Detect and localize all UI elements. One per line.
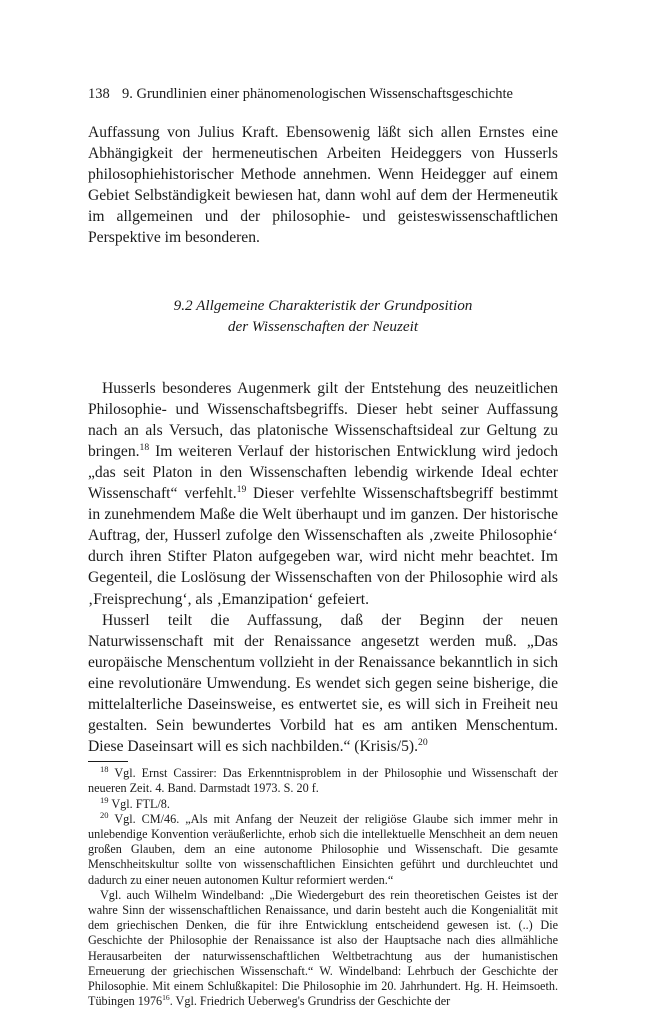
paragraph-2-part-2: Im weiteren Verlauf der historischen Entwicklung wird jedoch „das seit Platon in den Wissenschaften lebendig wirkende Ideal echter Wissenschaft“ verfehlt. [88, 442, 558, 503]
section-heading [88, 295, 558, 337]
footnote-19 [88, 794, 558, 812]
footnote-20-continuation-tail: . Vgl. Friedrich Ueberweg's Grundriss der Geschichte der [169, 994, 451, 1009]
paragraph-1: Auffassung von Julius Kraft. Ebensowenig läßt sich allen Ernstes eine Abhängigkeit der hermeneutischen Arbeiten Heideggers von Husserls philosophiehistorischer Methode annehmen. Wenn Heidegger auf einem Gebiet Selbständigkeit bewiesen hat, dann wohl auf dem der Hermeneutik im allgemeinen und der philosophie- und geisteswissenschaftlichen Perspektive im besonderen. [88, 124, 558, 247]
paragraph-2-part-1: Husserls besonderes Augenmerk gilt der Entstehung des neuzeitlichen Philosophie- und Wissenschaftsbegriffs. Dieser hebt seiner Auffassung nach an als Versuch, das platonische Wissenschaftsideal zur Geltung zu bringen. [88, 379, 558, 460]
paragraph-2 [88, 378, 558, 610]
book-page [88, 84, 558, 1010]
footnote-ref-18[interactable]: 18 [139, 441, 150, 453]
section-heading-line-2: der Wissenschaften der Neuzeit [227, 317, 419, 335]
page-number: 138 [88, 86, 110, 102]
footnote-mark-18: 18 [100, 764, 109, 775]
footnotes [88, 766, 558, 1009]
paragraph-3-text: Husserl teilt die Auffassung, daß der Beginn der neuen Naturwissenschaft mit der Renaissance angesetzt werden muß. „Das europäische Menschentum vollzieht in der Renaissance bekanntlich in sich eine revolutionäre Umwendung. Es wendet sich gegen seine bisherige, die mittelalterliche Daseinsweise, es entwertet sie, es will sich in Freiheit neu gestalten. Sein bewundertes Vorbild hat es am antiken Menschentum. Diese Daseinsart will es sich nachbilden.“ (Krisis/5). [88, 611, 558, 756]
footnote-divider [88, 761, 128, 762]
footnote-18 [88, 766, 558, 796]
main-text [88, 122, 558, 757]
footnote-ref-19[interactable]: 19 [236, 483, 247, 495]
footnote-ref-20[interactable]: 20 [417, 736, 428, 748]
footnote-20-text: Vgl. CM/46. „Als mit Anfang der Neuzeit der religiöse Glaube sich immer mehr in unlebendige Konvention veräußerlichte, erhob sich die intellektuelle Menschheit an dem neuen großen Glauben, dem an eine autonome Philosophie und Wissenschaft. Die gesamte Menschheitskultur sollte von wissenschaftlichen Einsichten geführt und durchleuchtet und dadurch zu einer neuen autonomen Kultur reformiert werden.“ [88, 811, 558, 887]
paragraph-2-part-3: Dieser verfehlte Wissenschaftsbegriff bestimmt in zunehmendem Maße die Welt überhaupt und im ganzen. Der historische Auftrag, der, Husserl zufolge den Wissenschaften als ‚zweite Philosophie‘ durch ihren Stifter Platon aufgegeben war, wird nicht mehr beachtet. Im Gegenteil, die Loslösung der Wissenschaften von der Philosophie wird als ‚Freisprechung‘, als ‚Emanzipation‘ gefeiert. [88, 485, 558, 608]
section-heading-line-1: 9.2 Allgemeine Charakteristik der Grundposition [173, 296, 473, 314]
footnote-18-text: Vgl. Ernst Cassirer: Das Erkenntnisproblem in der Philosophie und Wissenschaft der neueren Zeit. 4. Band. Darmstadt 1973. S. 20 f. [88, 766, 558, 796]
running-head [88, 84, 558, 104]
footnote-20-continuation [88, 888, 558, 1010]
chapter-title: 9. Grundlinien einer phänomenologischen Wissenschaftsgeschichte [122, 86, 513, 102]
footnote-mark-20: 20 [100, 809, 109, 820]
footnote-19-text: Vgl. FTL/8. [108, 796, 170, 811]
footnote-20-continuation-text: Vgl. auch Wilhelm Windelband: „Die Wiedergeburt des rein theoretischen Geistes ist der wahre Sinn der wissenschaftlichen Renaissance, und darin besteht auch die Kongenialität mit dem griechischen Denken, die für ihre Entwicklung entscheidend gewesen ist. (..) Die Geschichte der Philosophie der Renaissance ist also der Hauptsache nach dies allmähliche Herausarbeiten der naturwissenschaftlichen Weltbetrachtung aus der humanistischen Erneuerung der griechischen Wissenschaft.“ W. Windelband: Lehrbuch der Geschichte der Philosophie. Mit einem Schlußkapitel: Die Philosophie im 20. Jahrhundert. Hg. H. Heimsoeth. Tübingen 1976 [88, 887, 558, 1009]
footnote-mark-19: 19 [100, 794, 109, 805]
edition-superscript: 16 [162, 993, 170, 1003]
paragraph-3 [88, 610, 558, 758]
footnote-20 [88, 809, 558, 888]
